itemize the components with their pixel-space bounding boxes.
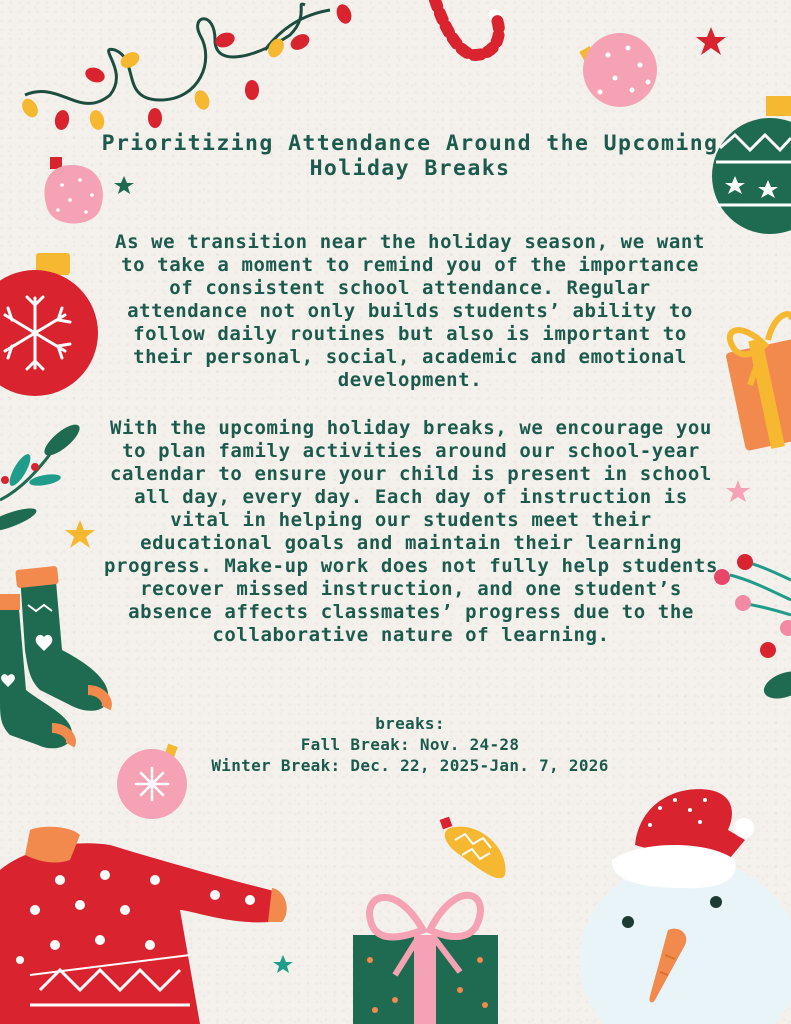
breaks-list (150, 713, 670, 776)
holiday-paragraph: With the upcoming holiday breaks, we encourage you to plan family activities around our school-year calendar to ensure your child is present in school all day, every day. Each day of instruction is vital in helping our students meet their educational goals and maintain their learning progress. Make-up work does not fully help students recover missed instruction, and one student’s absence affects classmates’ progress due to the collaborative nature of learning. (104, 417, 718, 646)
winter-break-item: Winter Break: Dec. 22, 2025-Jan. 7, 2026 (211, 756, 609, 775)
intro-paragraph: As we transition near the holiday season, we want to take a moment to remind you of the importance of consistent school attendance. Regular attendance not only builds students’ ability to follow daily routines but also is important to their personal, social, academic and emotional development. (115, 231, 705, 391)
fall-break-item: Fall Break: Nov. 24-28 (300, 735, 520, 754)
page-title: Prioritizing Attendance Around the Upcoming Holiday Breaks (101, 131, 719, 181)
breaks-heading: breaks: (375, 714, 445, 733)
